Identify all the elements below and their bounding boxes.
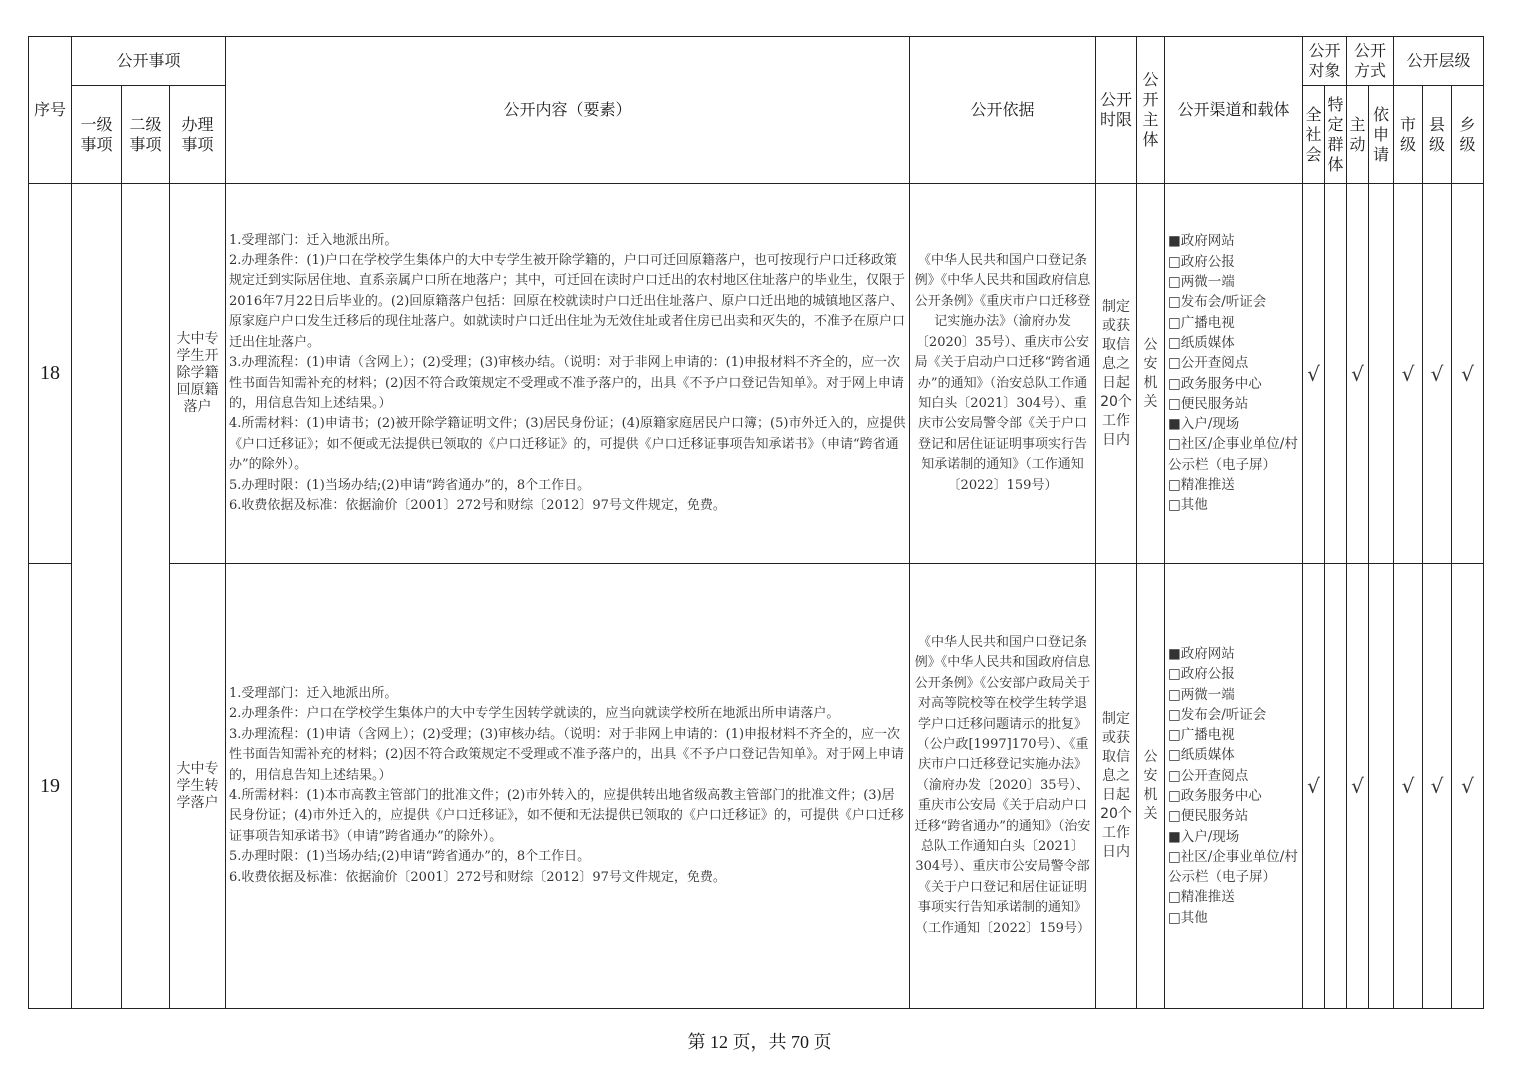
content-line: 1.受理部门：迁入地派出所。	[229, 232, 398, 248]
header-subject	[1137, 37, 1165, 184]
level-county-check: √	[1423, 184, 1452, 564]
channel-item: ■政府网站	[1168, 645, 1235, 662]
header-method-apply-text: 依申请	[1372, 104, 1389, 164]
content-cell	[226, 184, 910, 564]
header-content: 公开内容（要素）	[226, 37, 910, 184]
subject-cell: 公安机关	[1137, 564, 1165, 1009]
header-target-group-text: 特定群体	[1327, 94, 1344, 174]
level-town-check: √	[1452, 184, 1484, 564]
method-active-check: √	[1347, 564, 1369, 1009]
content-line: 3.办理流程：(1)申请（含网上）；(2)受理；(3)审核办结。（说明：对于非网上申请的：(1)申报材料不齐全的，应一次性书面告知需补充的材料；(2)因不符合政策规定不受理或不准予落户的，出具《不予户口登记告知单》。对于网上申请的，用信息告知上述结果。）	[229, 726, 904, 783]
header-level2	[122, 86, 170, 184]
channel-item: ■入户/现场	[1168, 416, 1240, 433]
page-footer: 第 12 页，共 70 页	[687, 1032, 832, 1052]
content-line: 1.受理部门：迁入地派出所。	[229, 685, 398, 701]
handle-item: 大中专学生开除学籍回原籍落户	[170, 184, 226, 564]
channels-cell	[1165, 184, 1303, 564]
channel-item: □其他	[1168, 909, 1208, 926]
basis-cell: 《中华人民共和国户口登记条例》《中华人民共和国政府信息公开条例》《公安部户政局关于对高等院校等在校学生转学退学户口迁移问题请示的批复》（公户政[1997]170号）、《重庆市户口迁移登记实施办法》（渝府办发〔2020〕35号）、重庆市公安局《关于启动户口迁移“跨省通办”的通知》（治安总队工作通知白头〔2021〕304号）、重庆市公安局警令部《关于户口登记和居住证证明事项实行告知承诺制的通知》（工作通知〔2022〕159号）	[910, 564, 1096, 1009]
channel-item: □精准推送	[1168, 889, 1235, 906]
header-basis: 公开依据	[910, 37, 1096, 184]
content-line: 6.收费依据及标准：依据渝价〔2001〕272号和财综〔2012〕97号文件规定，免费。	[229, 869, 726, 885]
content-line: 5.办理时限：(1)当场办结;(2)申请“跨省通办”的，8个工作日。	[229, 849, 591, 865]
channel-item: □政府公报	[1168, 666, 1235, 683]
channel-item: □社区/企事业单位/村公示栏（电子屏）	[1168, 436, 1298, 473]
level-county-check: √	[1423, 564, 1452, 1009]
content-line: 5.办理时限：(1)当场办结;(2)申请“跨省通办”的，8个工作日。	[229, 477, 591, 493]
content-line: 4.所需材料：(1)本市高教主管部门的批准文件；(2)市外转入的，应提供转出地省级高教主管部门的批准文件；(3)居民身份证；(4)市外迁入的，应提供《户口迁移证》，如不便和无法提供已领取的《户口迁移证》的，可提供《户口迁移证事项告知承诺书》（申请”跨省通办”的除外）。	[229, 788, 904, 844]
level2-cell	[122, 184, 170, 1009]
channel-item: □纸质媒体	[1168, 747, 1235, 764]
channel-item: □公开查阅点	[1168, 767, 1249, 784]
header-target-all-text: 全社会	[1305, 104, 1322, 164]
time-limit-cell: 制定或获取信息之日起20个工作日内	[1096, 184, 1137, 564]
header-level-town	[1452, 86, 1484, 184]
header-level1	[72, 86, 122, 184]
method-apply-check	[1369, 184, 1394, 564]
content-line: 2.办理条件：户口在学校学生集体户的大中专学生因转学就读的，应当向就读学校所在地派出所申请落户。	[229, 706, 840, 722]
channel-item: □政务服务中心	[1168, 788, 1262, 804]
time-limit-cell: 制定或获取信息之日起20个工作日内	[1096, 564, 1137, 1009]
row-number: 19	[29, 564, 72, 1009]
channel-item: ■政府网站	[1168, 233, 1235, 250]
channel-item: ■入户/现场	[1168, 828, 1240, 845]
method-active-check: √	[1347, 184, 1369, 564]
channel-item: □精准推送	[1168, 476, 1235, 493]
content-line: 2.办理条件：(1)户口在学校学生集体户的大中专学生被开除学籍的，户口可迁回原籍落户，也可按现行户口迁移政策规定迁到实际居住地、直系亲属户口所在地落户；其中，可迁回在读时户口迁出的农村地区住址落户的毕业生，仅限于2016年7月22日后毕业的。(2)回原籍落户包括：回原在校就读时户口迁出住址落户、原户口迁出地的城镇地区落户、原家庭户户口发生迁移后的现住址落户。如就读时户口迁出住址为无效住址或者住房已出卖和灭失的，不准予在原户口迁出住址落户。	[229, 253, 906, 350]
channel-item: □广播电视	[1168, 314, 1235, 331]
header-level-city-text: 市级	[1399, 114, 1416, 154]
channel-item: □其他	[1168, 497, 1208, 514]
channel-item: □两微一端	[1168, 686, 1235, 703]
channel-item: □纸质媒体	[1168, 334, 1235, 351]
header-level1-text: 一级事项	[80, 114, 113, 154]
disclosure-table	[28, 36, 1484, 1009]
header-time-limit	[1096, 37, 1137, 184]
content-cell	[226, 564, 910, 1009]
channel-item: □两微一端	[1168, 274, 1235, 291]
level-city-check: √	[1394, 184, 1423, 564]
header-level-city	[1394, 86, 1423, 184]
header-level2-text: 二级事项	[129, 114, 162, 154]
header-subject-text: 公开主体	[1142, 70, 1159, 149]
table-row	[29, 564, 1484, 1009]
header-target	[1303, 37, 1347, 86]
channel-item: □便民服务站	[1168, 808, 1249, 825]
header-row-1	[29, 37, 1484, 86]
channel-item: □发布会/听证会	[1168, 706, 1267, 723]
header-seq: 序号	[29, 37, 72, 184]
channel-item: □政府公报	[1168, 253, 1235, 270]
method-apply-check	[1369, 564, 1394, 1009]
target-group-check	[1325, 184, 1347, 564]
row-number: 18	[29, 184, 72, 564]
header-target-group	[1325, 86, 1347, 184]
handle-item: 大中专学生转学落户	[170, 564, 226, 1009]
header-target-all	[1303, 86, 1325, 184]
header-method-apply	[1369, 86, 1394, 184]
channel-item: □社区/企事业单位/村公示栏（电子屏）	[1168, 848, 1298, 886]
channel-item: □公开查阅点	[1168, 355, 1249, 372]
target-group-check	[1325, 564, 1347, 1009]
header-method	[1347, 37, 1394, 86]
level1-cell	[72, 184, 122, 1009]
content-line: 4.所需材料：(1)申请书；(2)被开除学籍证明文件；(3)居民身份证；(4)原籍家庭居民户口簿；(5)市外迁入的，应提供《户口迁移证》；如不便或无法提供已领取的《户口迁移证》的，可提供《户口迁移证事项告知承诺书》（申请“跨省通办”的除外）。	[229, 416, 906, 473]
header-target-text: 公开对象	[1308, 41, 1341, 80]
header-method-active	[1347, 86, 1369, 184]
channel-item: □政务服务中心	[1168, 375, 1262, 392]
level-city-check: √	[1394, 564, 1423, 1009]
target-all-check: √	[1303, 564, 1325, 1009]
header-handle	[170, 86, 226, 184]
basis-cell: 《中华人民共和国户口登记条例》《中华人民共和国政府信息公开条例》《重庆市户口迁移登记实施办法》（渝府办发〔2020〕35号）、重庆市公安局《关于启动户口迁移“跨省通办”的通知》（治安总队工作通知白头〔2021〕304号）、重庆市公安局警令部《关于户口登记和居住证证明事项实行告知承诺制的通知》（工作通知〔2022〕159号）	[910, 184, 1096, 564]
table-row	[29, 184, 1484, 564]
header-matters: 公开事项	[72, 37, 226, 86]
level-town-check: √	[1452, 564, 1484, 1009]
channel-item: □便民服务站	[1168, 395, 1249, 412]
channel-item: □广播电视	[1168, 727, 1235, 744]
header-level-town-text: 乡级	[1459, 114, 1476, 154]
header-time-limit-text: 公开时限	[1099, 90, 1132, 129]
header-method-text: 公开方式	[1353, 41, 1386, 80]
subject-cell: 公安机关	[1137, 184, 1165, 564]
header-handle-text: 办理事项	[181, 114, 214, 154]
channels-cell	[1165, 564, 1303, 1009]
content-line: 6.收费依据及标准：依据渝价〔2001〕272号和财综〔2012〕97号文件规定，免费。	[229, 497, 726, 513]
header-channel: 公开渠道和载体	[1165, 37, 1303, 184]
header-method-active-text: 主动	[1349, 114, 1366, 154]
content-line: 3.办理流程：(1)申请（含网上）；(2)受理；(3)审核办结。（说明：对于非网上申请的：(1)申报材料不齐全的，应一次性书面告知需补充的材料；(2)因不符合政策规定不受理或不准予落户的，出具《不予户口登记告知单》。对于网上申请的，用信息告知上述结果。）	[229, 355, 904, 411]
header-level-county	[1423, 86, 1452, 184]
header-level: 公开层级	[1394, 37, 1484, 86]
target-all-check: √	[1303, 184, 1325, 564]
header-level-county-text: 县级	[1428, 114, 1445, 154]
channel-item: □发布会/听证会	[1168, 294, 1267, 311]
